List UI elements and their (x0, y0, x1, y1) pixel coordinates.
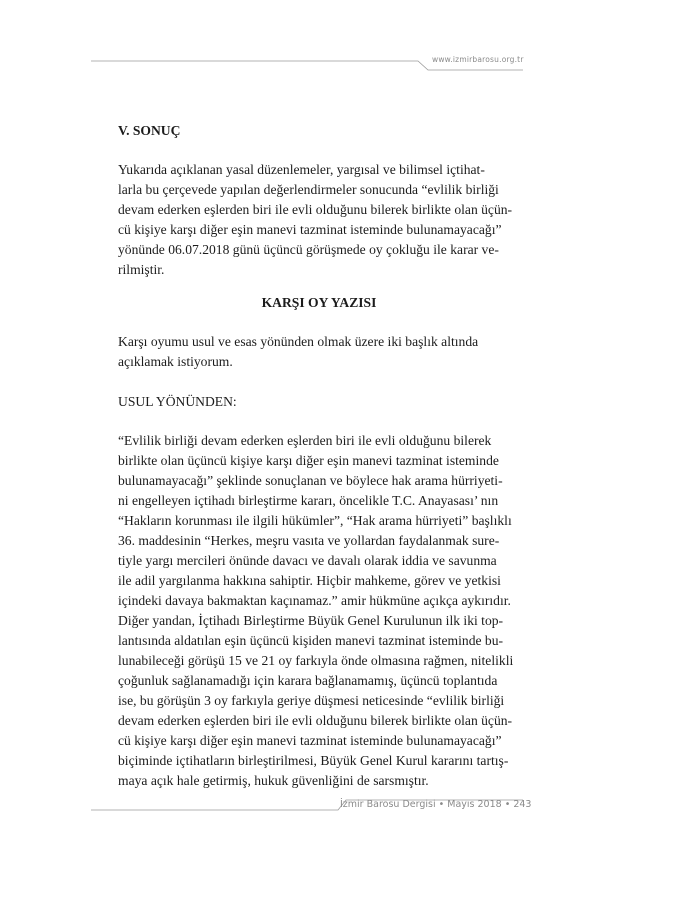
paragraph-line: larla bu çerçevede yapılan değerlendirmeler sonucunda “evlilik birliği (118, 182, 499, 197)
paragraph-line: ile adil yargılanma hakkına sahiptir. Hiçbir mahkeme, görev ve yetkisi (118, 573, 501, 588)
header-rule (0, 0, 700, 80)
section-title: V. SONUÇ (118, 123, 181, 138)
paragraph-line: ise, bu görüşün 3 oy farkıyla geriye düşmesi neticesinde “evlilik birliği (118, 693, 505, 708)
paragraph-line: açıklamak istiyorum. (118, 354, 233, 369)
paragraph-line: biçiminde içtihatların birleştirilmesi, Büyük Genel Kurul kararını tartış- (118, 753, 509, 768)
dissent-intro (118, 332, 520, 372)
paragraph-line: Karşı oyumu usul ve esas yönünden olmak üzere iki başlık altında (118, 334, 479, 349)
usul-subheading: USUL YÖNÜNDEN: (118, 394, 237, 409)
paragraph-line: “Evlilik birliği devam ederken eşlerden biri ile evli olduğunu bilerek (118, 433, 492, 448)
paragraph-line: bulunamayacağı” şeklinde sonuçlanan ve böylece hak arama hürriyeti- (118, 473, 503, 488)
paragraph-line: “Hakların korunması ile ilgili hükümler”, “Hak arama hürriyeti” başlıklı (118, 513, 512, 528)
paragraph-line: tiyle yargı mercileri önünde davacı ve davalı olarak iddia ve savunma (118, 553, 497, 568)
paragraph-line: lunabileceği görüşü 15 ve 21 oy farkıyla önde olmasına rağmen, nitelikli (118, 653, 514, 668)
paragraph-line: içindeki davaya bakmaktan kaçınamaz.” amir hükmüne açıkça aykırıdır. (118, 593, 511, 608)
paragraph-line: cü kişiye karşı diğer eşin manevi tazminat isteminde bulunamayacağı” (118, 733, 502, 748)
paragraph-line: Diğer yandan, İçtihadı Birleştirme Büyük Genel Kurulunun ilk iki top- (118, 613, 504, 628)
paragraph-line: devam ederken eşlerden biri ile evli olduğunu bilerek birlikte olan üçün- (118, 713, 513, 728)
paragraph-line: çoğunluk sağlanamadığı için karara bağlanamamış, üçüncü toplantıda (118, 673, 498, 688)
paragraph-line: rilmiştir. (118, 262, 165, 277)
conclusion-paragraph (118, 160, 520, 280)
paragraph-line: yönünde 06.07.2018 günü üçüncü görüşmede oy çokluğu ile karar ve- (118, 242, 499, 257)
footer-citation: İzmir Barosu Dergisi • Mayıs 2018 • 243 (340, 799, 532, 810)
paragraph-line: lantısında aldatılan eşin üçüncü kişiden manevi tazminat isteminde bu- (118, 633, 504, 648)
paragraph-line (118, 160, 520, 180)
paragraph-line: birlikte olan üçüncü kişiye karşı diğer eşin manevi tazminat isteminde (118, 453, 499, 468)
paragraph-line: maya açık hale getirmiş, hukuk güvenliğini de sarsmıştır. (118, 773, 429, 788)
paragraph-line: cü kişiye karşı diğer eşin manevi tazminat isteminde bulunamayacağı” (118, 222, 502, 237)
dissent-body (118, 431, 520, 791)
paragraph-line: ni engelleyen içtihadı birleştirme kararı, öncelikle T.C. Anayasası’ nın (118, 493, 499, 508)
dissent-title: KARŞI OY YAZISI (261, 295, 377, 310)
paragraph-line: devam ederken eşlerden biri ile evli olduğunu bilerek birlikte olan üçün- (118, 202, 513, 217)
header-url: www.izmirbarosu.org.tr (432, 55, 524, 64)
line-text: Yukarıda açıklanan yasal düzenlemeler, yargısal ve bilimsel içtihat- (118, 162, 485, 177)
paragraph-line: 36. maddesinin “Herkes, meşru vasıta ve yollardan faydalanmak sure- (118, 533, 500, 548)
